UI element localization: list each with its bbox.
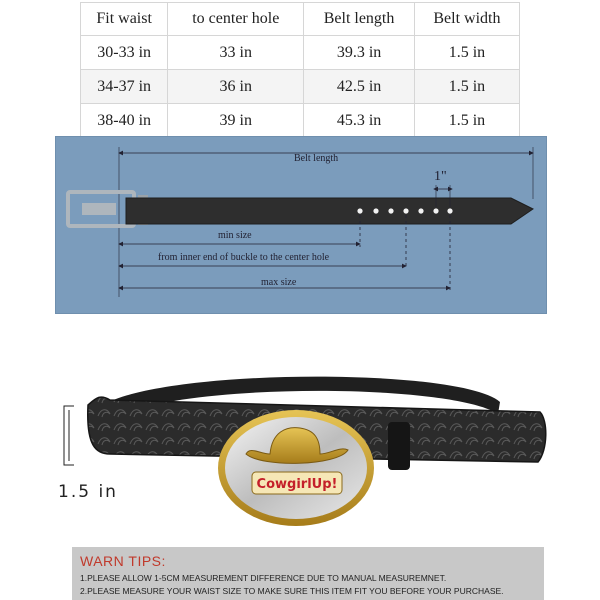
cell-belt-width: 1.5 in xyxy=(414,36,519,70)
cell-belt-width: 1.5 in xyxy=(414,104,519,138)
cell-belt-length: 39.3 in xyxy=(304,36,415,70)
cell-belt-length: 42.5 in xyxy=(304,70,415,104)
warn-tip-line-2: 2.PLEASE MEASURE YOUR WAIST SIZE TO MAKE SURE THIS ITEM FIT YOU BEFORE YOUR PURCHASE. xyxy=(80,586,504,596)
belt-diagram xyxy=(55,136,547,314)
table-header-row xyxy=(81,3,520,36)
belt-keeper-shape xyxy=(388,422,410,470)
belt-photo-illustration xyxy=(0,350,600,545)
buckle-icon xyxy=(218,410,374,526)
cell-center-hole: 36 in xyxy=(168,70,304,104)
min-size-label: min size xyxy=(218,230,252,241)
cell-fit-waist: 34-37 in xyxy=(81,70,168,104)
table-row xyxy=(81,36,520,70)
warn-tips-title: WARN TIPS: xyxy=(80,553,166,569)
belt-length-label: Belt length xyxy=(294,153,339,164)
cell-belt-width: 1.5 in xyxy=(414,70,519,104)
cell-center-hole: 33 in xyxy=(168,36,304,70)
center-hole-label: from inner end of buckle to the center hole xyxy=(158,252,330,263)
header-belt-width: Belt width xyxy=(414,3,519,36)
cell-center-hole: 39 in xyxy=(168,104,304,138)
product-photo xyxy=(0,350,600,545)
table-row xyxy=(81,70,520,104)
header-belt-length: Belt length xyxy=(304,3,415,36)
warn-tips-box xyxy=(72,547,544,600)
hole-spacing-label: 1" xyxy=(434,169,447,184)
header-fit-waist: Fit waist xyxy=(81,3,168,36)
header-center-hole: to center hole xyxy=(168,3,304,36)
belt-width-label: 1.5 in xyxy=(58,482,118,502)
max-size-label: max size xyxy=(261,277,297,288)
cell-fit-waist: 38-40 in xyxy=(81,104,168,138)
belt-strap-shape xyxy=(126,198,533,224)
warn-tip-line-1: 1.PLEASE ALLOW 1-5CM MEASUREMENT DIFFERENCE DUE TO MANUAL MEASUREMNET. xyxy=(80,573,447,583)
buckle-text: CowgirlUp! xyxy=(256,477,338,492)
cell-belt-length: 45.3 in xyxy=(304,104,415,138)
cell-fit-waist: 30-33 in xyxy=(81,36,168,70)
table-row xyxy=(81,104,520,138)
size-table xyxy=(80,2,520,138)
